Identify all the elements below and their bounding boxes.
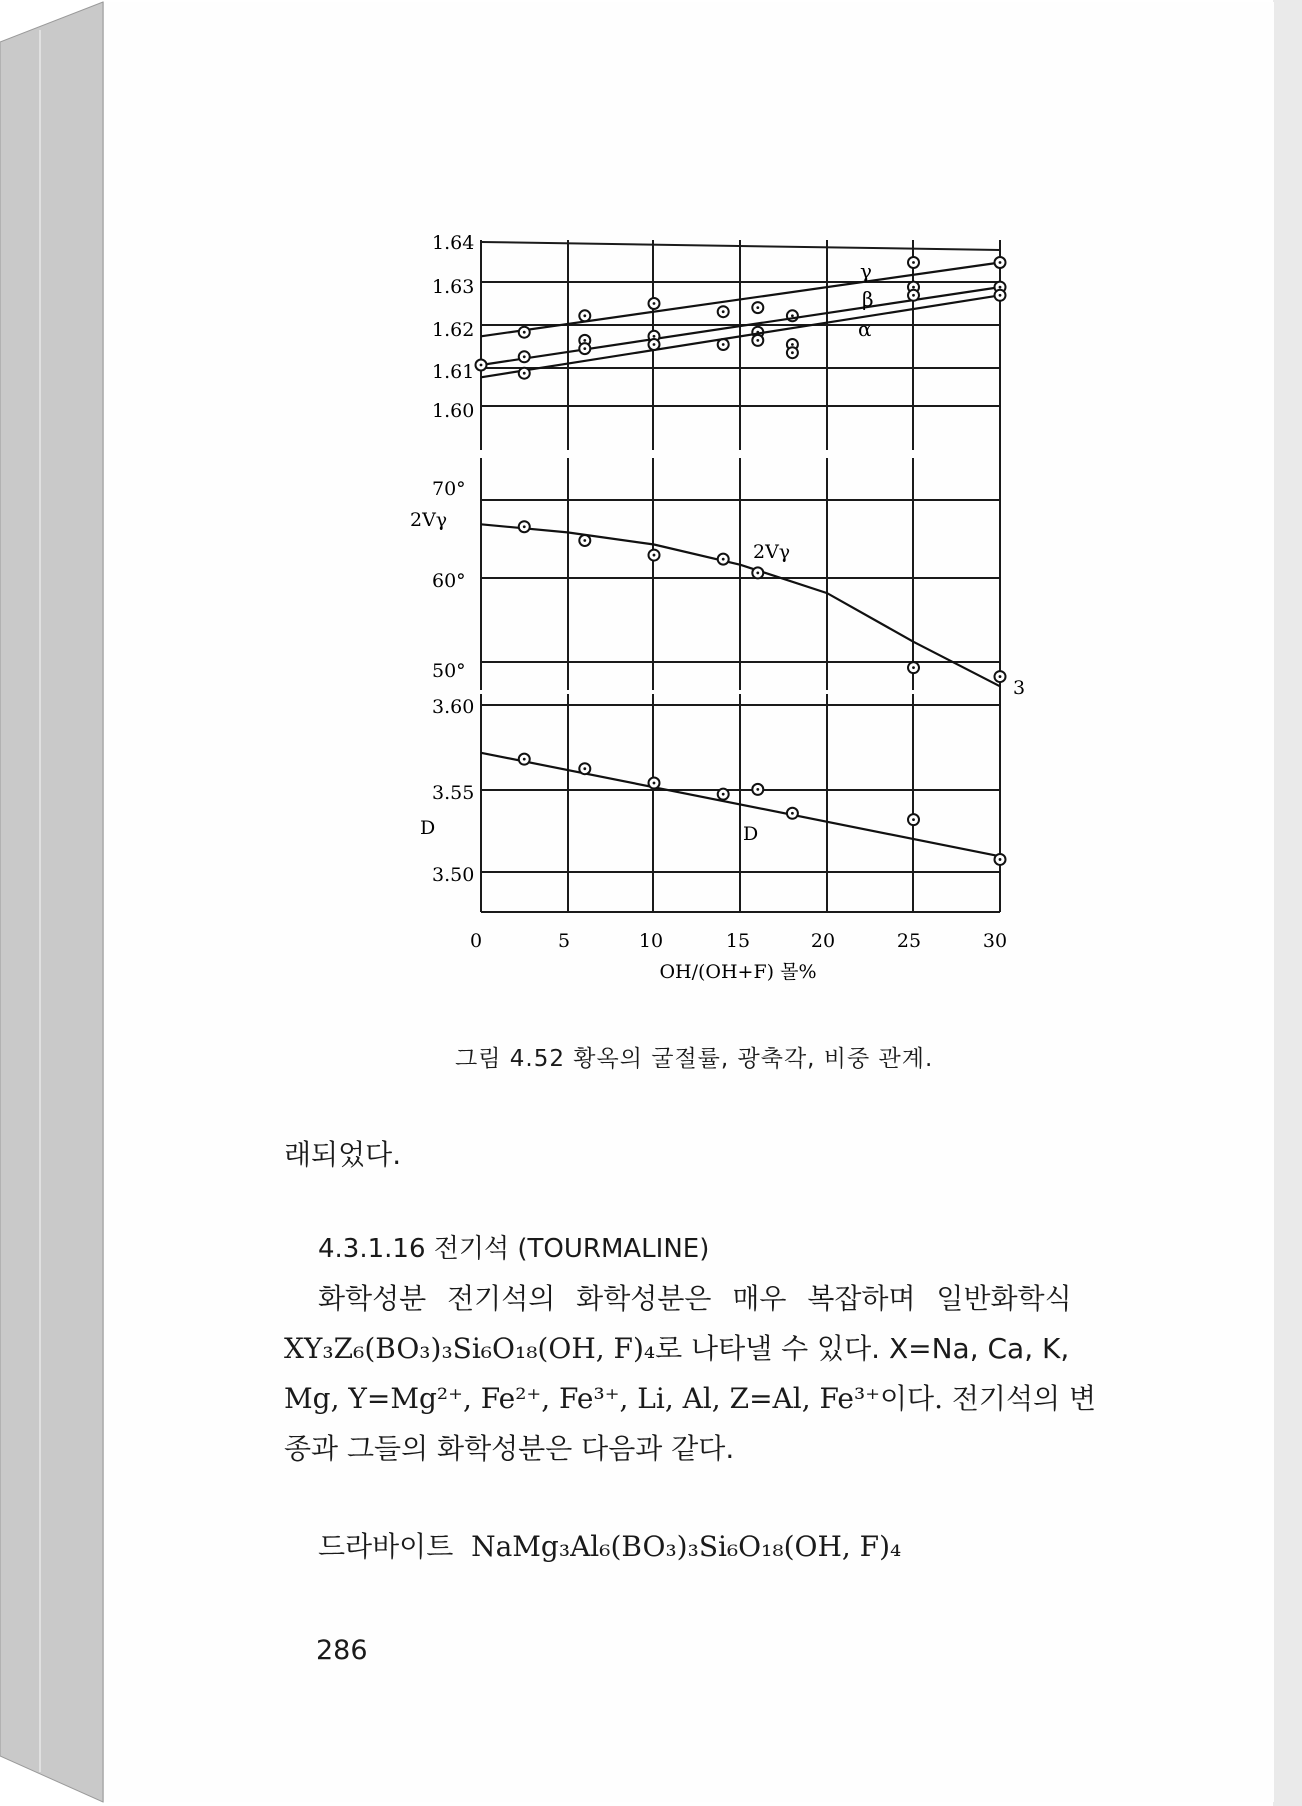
- angle-tick-label: 50°: [432, 660, 466, 682]
- general-formula: XY₃Z₆(BO₃)₃Si₆O₁₈(OH, F)₄: [284, 1332, 656, 1365]
- data-point-center: [653, 302, 656, 305]
- data-point-center: [756, 572, 759, 575]
- data-point-center: [791, 343, 794, 346]
- density-tick-label: 3.55: [432, 782, 475, 804]
- data-point-center: [999, 286, 1002, 289]
- section-heading: 4.3.1.16 전기석 (TOURMALINE): [318, 1234, 710, 1264]
- density-curve-label: D: [743, 823, 759, 845]
- data-point-center: [999, 675, 1002, 678]
- beta-label: β: [862, 287, 874, 311]
- angle-axis-label: 2Vγ: [410, 509, 448, 531]
- data-point-center: [912, 294, 915, 297]
- continuation-text: 래되었다.: [284, 1138, 402, 1171]
- page-number: 286: [316, 1635, 368, 1666]
- x-tick-label: 15: [725, 930, 751, 952]
- data-point-center: [583, 539, 586, 542]
- data-point-center: [791, 314, 794, 317]
- density-tick-label: 3.60: [432, 696, 475, 718]
- data-point-center: [523, 331, 526, 334]
- data-point-center: [722, 793, 725, 796]
- gamma-label: γ: [860, 259, 872, 283]
- x-tick-label: 5: [557, 930, 571, 952]
- data-point-center: [583, 347, 586, 350]
- x-axis-label: OH/(OH+F) 몰%: [659, 961, 817, 983]
- angle-end-label: 3: [1013, 677, 1026, 699]
- data-point-center: [912, 666, 915, 669]
- data-point-center: [722, 558, 725, 561]
- data-point-center: [583, 767, 586, 770]
- x-tick-label: 0: [469, 930, 483, 952]
- data-point-center: [523, 355, 526, 358]
- angle-curve-label: 2Vγ: [753, 541, 791, 563]
- density-axis-label: D: [420, 817, 436, 839]
- ref-tick-label: 1.60: [432, 400, 475, 422]
- data-point-center: [999, 261, 1002, 264]
- x-tick-label: 20: [810, 930, 836, 952]
- paragraph-line: Mg, Y=Mg²⁺, Fe²⁺, Fe³⁺, Li, Al, Z=Al, Fe³⁺이다. 전기석의 변: [284, 1382, 1097, 1415]
- ref-tick-label: 1.64: [432, 232, 475, 254]
- data-point-center: [583, 339, 586, 342]
- ref-tick-label: 1.61: [432, 361, 475, 383]
- alpha-label: α: [858, 317, 872, 341]
- angle-tick-label: 70°: [432, 478, 466, 500]
- density-tick-label: 3.50: [432, 864, 475, 886]
- data-point-center: [653, 335, 656, 338]
- paragraph-line: [284, 1327, 1069, 1367]
- data-point-center: [912, 261, 915, 264]
- data-point-center: [480, 364, 483, 367]
- data-point-center: [912, 818, 915, 821]
- data-point-center: [523, 372, 526, 375]
- variety-name: 드라바이트: [318, 1530, 454, 1563]
- data-point-center: [999, 294, 1002, 297]
- variety-line: [318, 1525, 901, 1565]
- variety-formula: NaMg₃Al₆(BO₃)₃Si₆O₁₈(OH, F)₄: [471, 1530, 902, 1563]
- data-point-center: [653, 782, 656, 785]
- density-panel: [481, 753, 1006, 865]
- data-point-center: [523, 758, 526, 761]
- data-point-center: [791, 351, 794, 354]
- paragraph-line: 화학성분 전기석의 화학성분은 매우 복잡하며 일반화학식: [318, 1282, 1072, 1315]
- data-point-center: [722, 310, 725, 313]
- x-tick-label: 30: [982, 930, 1008, 952]
- data-point-center: [653, 554, 656, 557]
- chart-grid: [481, 240, 1000, 912]
- data-point-center: [756, 306, 759, 309]
- angle-tick-label: 60°: [432, 570, 466, 592]
- paragraph-text: 로 나타낼 수 있다. X=Na, Ca, K,: [655, 1332, 1070, 1365]
- data-point-center: [756, 339, 759, 342]
- data-point-center: [523, 525, 526, 528]
- data-point-center: [722, 343, 725, 346]
- data-point-center: [999, 858, 1002, 861]
- data-point-center: [583, 314, 586, 317]
- data-point-center: [756, 788, 759, 791]
- paragraph-line: 종과 그들의 화학성분은 다음과 같다.: [284, 1432, 735, 1465]
- figure-caption: 그림 4.52 황옥의 굴절률, 광축각, 비중 관계.: [455, 1046, 934, 1072]
- ref-tick-label: 1.63: [432, 276, 475, 298]
- x-tick-label: 10: [638, 930, 664, 952]
- x-tick-label: 25: [896, 930, 922, 952]
- data-point-center: [653, 343, 656, 346]
- data-point-center: [791, 812, 794, 815]
- data-point-center: [912, 286, 915, 289]
- ref-tick-label: 1.62: [432, 319, 475, 341]
